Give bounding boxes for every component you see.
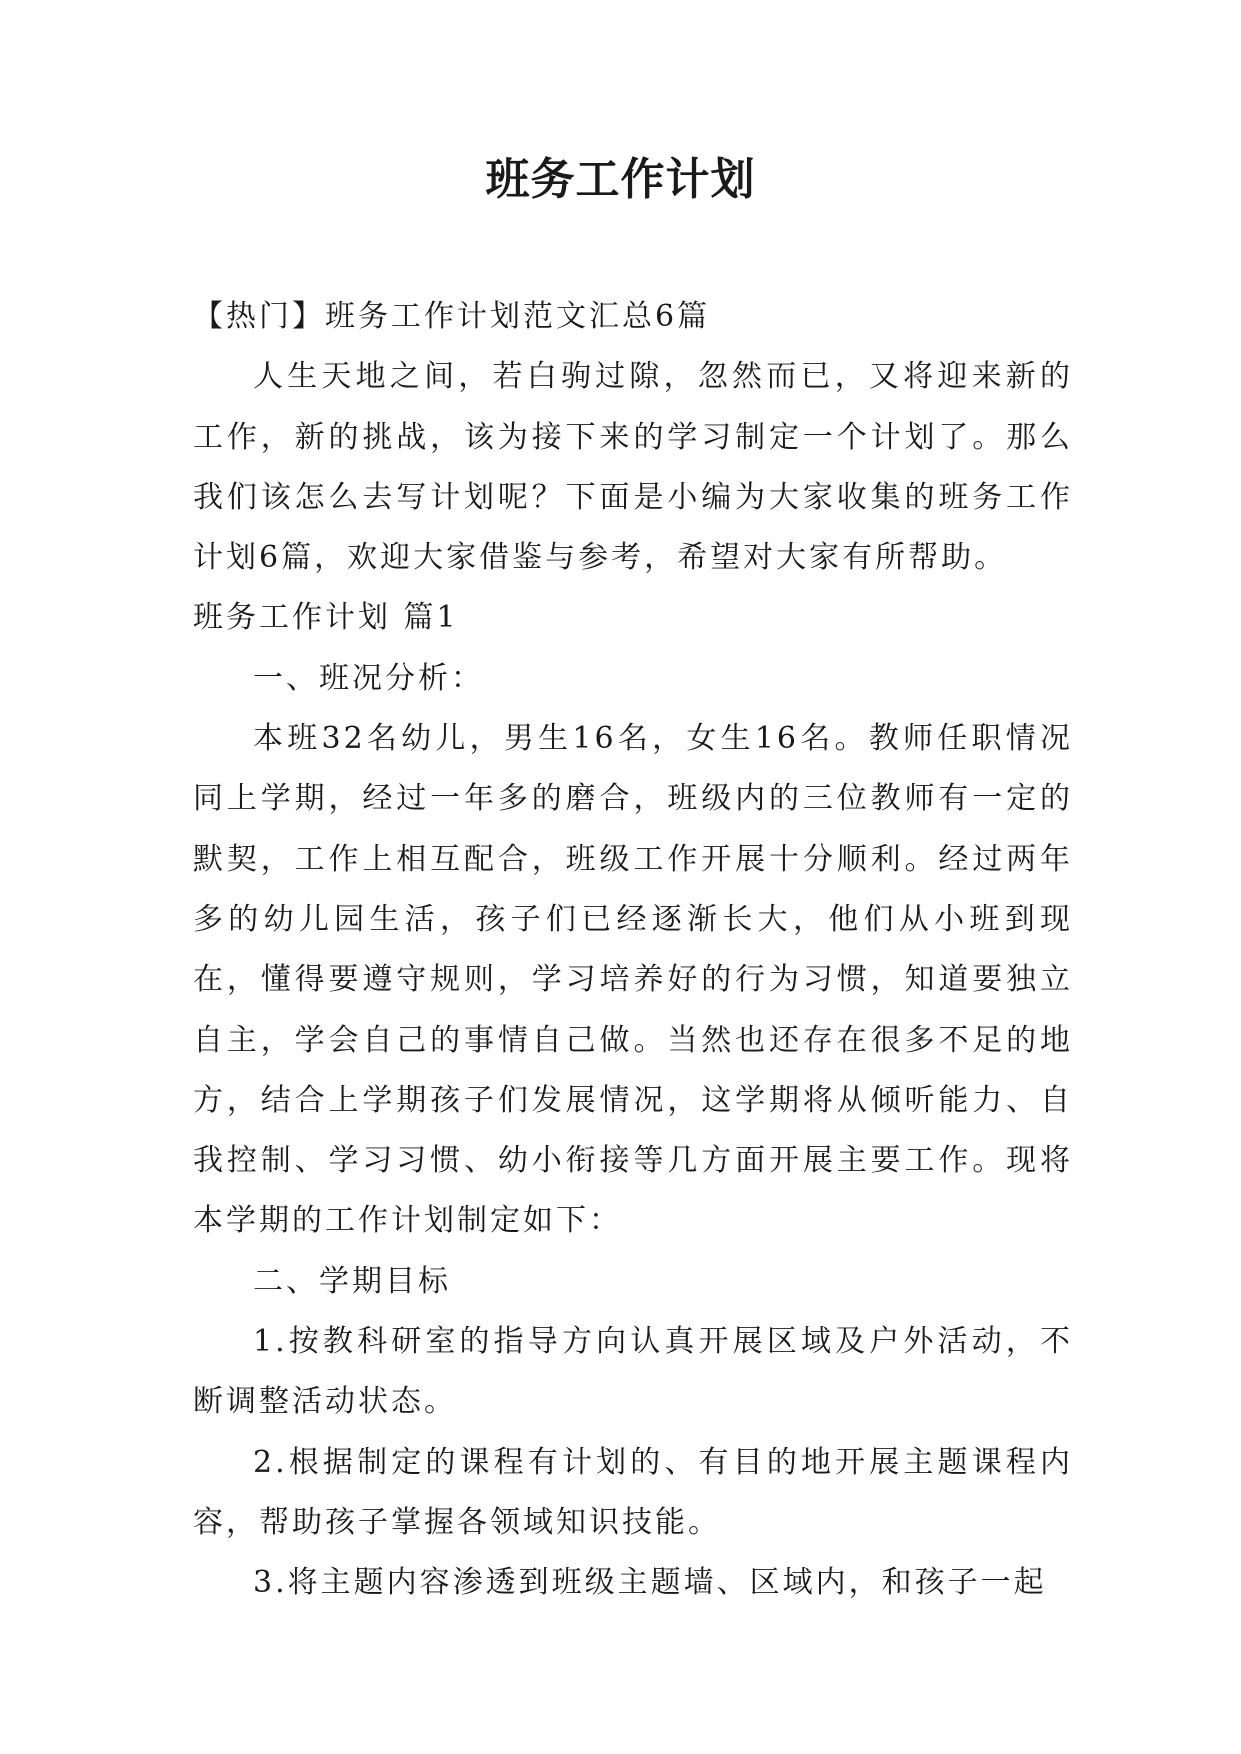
paragraph-class-analysis: 本班32名幼儿，男生16名，女生16名。教师任职情况同上学期，经过一年多的磨合，班级内的三位教师有一定的默契，工作上相互配合，班级工作开展十分顺利。经过两年多的幼儿园生活，孩子们已经逐渐长大，他们从小班到现在，懂得要遵守规则，学习培养好的行为习惯，知道要独立自主，学会自己的事情自己做。当然也还存在很多不足的地方，结合上学期孩子们发展情况，这学期将从倾听能力、自我控制、学习习惯、幼小衔接等几方面开展主要工作。现将本学期的工作计划制定如下： [193,721,1073,1239]
list-item-goal-2: 2.根据制定的课程有计划的、有目的地开展主题课程内容，帮助孩子掌握各领域知识技能。 [193,1444,1073,1540]
list-item-goal-1: 1.按教科研室的指导方向认真开展区域及户外活动，不断调整活动状态。 [193,1324,1073,1420]
subheading-class-analysis: 一、班况分析： [253,660,484,696]
section-heading-1: 班务工作计划 篇1 [193,600,459,636]
paragraph-subtitle: 【热门】班务工作计划范文汇总6篇 [193,299,711,334]
document-body [193,287,1073,1614]
list-item-goal-3: 3.将主题内容渗透到班级主题墙、区域内，和孩子一起 [253,1565,1047,1601]
subheading-semester-goals: 二、学期目标 [253,1263,451,1299]
document-title: 班务工作计划 [485,154,756,205]
paragraph-intro: 人生天地之间，若白驹过隙，忽然而已，又将迎来新的工作，新的挑战，该为接下来的学习制定一个计划了。那么我们该怎么去写计划呢？下面是小编为大家收集的班务工作计划6篇，欢迎大家借鉴与参考，希望对大家有所帮助。 [193,359,1073,576]
